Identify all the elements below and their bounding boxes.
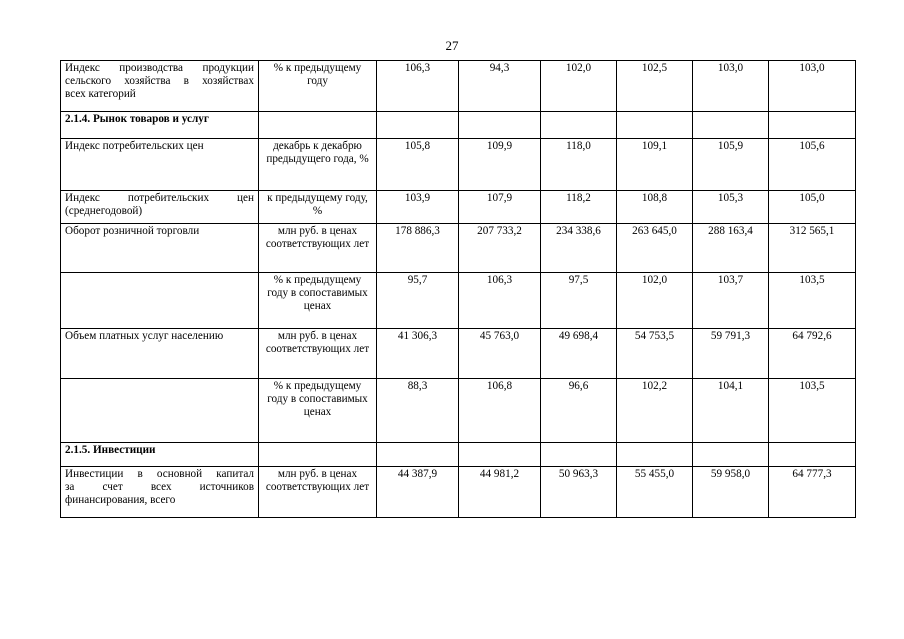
table-row [61, 224, 856, 273]
unit-cell: млн руб. в ценах соответствующих лет [259, 224, 377, 273]
value-cell: 54 753,5 [617, 329, 693, 379]
indicator-cell [61, 139, 259, 191]
unit-cell: % к предыдущему году [259, 61, 377, 112]
empty-cell [769, 443, 856, 467]
value-cell: 312 565,1 [769, 224, 856, 273]
value-cell: 103,0 [693, 61, 769, 112]
empty-cell [617, 443, 693, 467]
table-body [61, 61, 856, 518]
empty-cell [377, 443, 459, 467]
value-cell: 97,5 [541, 273, 617, 329]
unit-cell: к предыдущему году, % [259, 191, 377, 224]
indicator-line: Индекс потребительских цен [65, 140, 204, 152]
indicator-line: всех категорий [65, 88, 136, 100]
empty-cell [693, 443, 769, 467]
value-cell: 44 387,9 [377, 467, 459, 518]
value-cell: 55 455,0 [617, 467, 693, 518]
forecast-table [60, 60, 856, 518]
indicator-cell [61, 379, 259, 443]
table-row [61, 191, 856, 224]
section-title: 2.1.5. Инвестиции [61, 443, 259, 467]
value-cell: 88,3 [377, 379, 459, 443]
value-cell: 102,0 [541, 61, 617, 112]
value-cell: 103,7 [693, 273, 769, 329]
section-title: 2.1.4. Рынок товаров и услуг [61, 112, 259, 139]
empty-cell [541, 443, 617, 467]
unit-cell: декабрь к декабрю предыдущего года, % [259, 139, 377, 191]
indicator-cell [61, 191, 259, 224]
value-cell: 45 763,0 [459, 329, 541, 379]
value-cell: 64 792,6 [769, 329, 856, 379]
unit-cell: % к предыдущему году в сопоставимых ценах [259, 273, 377, 329]
section-row [61, 112, 856, 139]
value-cell: 41 306,3 [377, 329, 459, 379]
value-cell: 105,3 [693, 191, 769, 224]
value-cell: 106,3 [459, 273, 541, 329]
indicator-line: Индекс производства продукции [65, 62, 254, 74]
indicator-line: Индекс потребительских цен [65, 192, 254, 204]
indicator-line: сельского хозяйства в хозяйствах [65, 75, 254, 87]
value-cell: 108,8 [617, 191, 693, 224]
empty-cell [259, 443, 377, 467]
empty-cell [617, 112, 693, 139]
value-cell: 50 963,3 [541, 467, 617, 518]
value-cell: 102,2 [617, 379, 693, 443]
value-cell: 44 981,2 [459, 467, 541, 518]
value-cell: 207 733,2 [459, 224, 541, 273]
empty-cell [693, 112, 769, 139]
value-cell: 107,9 [459, 191, 541, 224]
value-cell: 263 645,0 [617, 224, 693, 273]
value-cell: 106,3 [377, 61, 459, 112]
value-cell: 178 886,3 [377, 224, 459, 273]
value-cell: 103,5 [769, 379, 856, 443]
empty-cell [459, 443, 541, 467]
value-cell: 234 338,6 [541, 224, 617, 273]
indicator-cell [61, 224, 259, 273]
value-cell: 109,1 [617, 139, 693, 191]
value-cell: 288 163,4 [693, 224, 769, 273]
value-cell: 103,0 [769, 61, 856, 112]
value-cell: 95,7 [377, 273, 459, 329]
value-cell: 96,6 [541, 379, 617, 443]
value-cell: 109,9 [459, 139, 541, 191]
indicator-cell [61, 467, 259, 518]
table-row [61, 139, 856, 191]
unit-cell: млн руб. в ценах соответствующих лет [259, 329, 377, 379]
indicator-line: за счет всех источников [65, 481, 254, 493]
section-row [61, 443, 856, 467]
value-cell: 105,0 [769, 191, 856, 224]
value-cell: 103,9 [377, 191, 459, 224]
empty-cell [259, 112, 377, 139]
value-cell: 59 958,0 [693, 467, 769, 518]
indicator-cell [61, 329, 259, 379]
indicator-cell [61, 61, 259, 112]
empty-cell [377, 112, 459, 139]
table-row [61, 467, 856, 518]
empty-cell [769, 112, 856, 139]
empty-cell [459, 112, 541, 139]
table-row [61, 273, 856, 329]
indicator-line: Объем платных услуг населению [65, 330, 224, 342]
indicator-line: финансирования, всего [65, 494, 176, 506]
indicator-line: Оборот розничной торговли [65, 225, 200, 237]
value-cell: 118,0 [541, 139, 617, 191]
empty-cell [541, 112, 617, 139]
unit-cell: % к предыдущему году в сопоставимых ценах [259, 379, 377, 443]
indicator-line: Инвестиции в основной капитал [65, 468, 254, 480]
value-cell: 103,5 [769, 273, 856, 329]
page-number: 27 [445, 38, 459, 53]
value-cell: 105,6 [769, 139, 856, 191]
value-cell: 104,1 [693, 379, 769, 443]
table-row [61, 379, 856, 443]
value-cell: 105,8 [377, 139, 459, 191]
value-cell: 64 777,3 [769, 467, 856, 518]
unit-cell: млн руб. в ценах соответствующих лет [259, 467, 377, 518]
value-cell: 102,5 [617, 61, 693, 112]
value-cell: 105,9 [693, 139, 769, 191]
value-cell: 94,3 [459, 61, 541, 112]
value-cell: 118,2 [541, 191, 617, 224]
indicator-line: (среднегодовой) [65, 205, 143, 217]
value-cell: 102,0 [617, 273, 693, 329]
table-row [61, 329, 856, 379]
value-cell: 59 791,3 [693, 329, 769, 379]
value-cell: 106,8 [459, 379, 541, 443]
table-row [61, 61, 856, 112]
indicator-cell [61, 273, 259, 329]
value-cell: 49 698,4 [541, 329, 617, 379]
